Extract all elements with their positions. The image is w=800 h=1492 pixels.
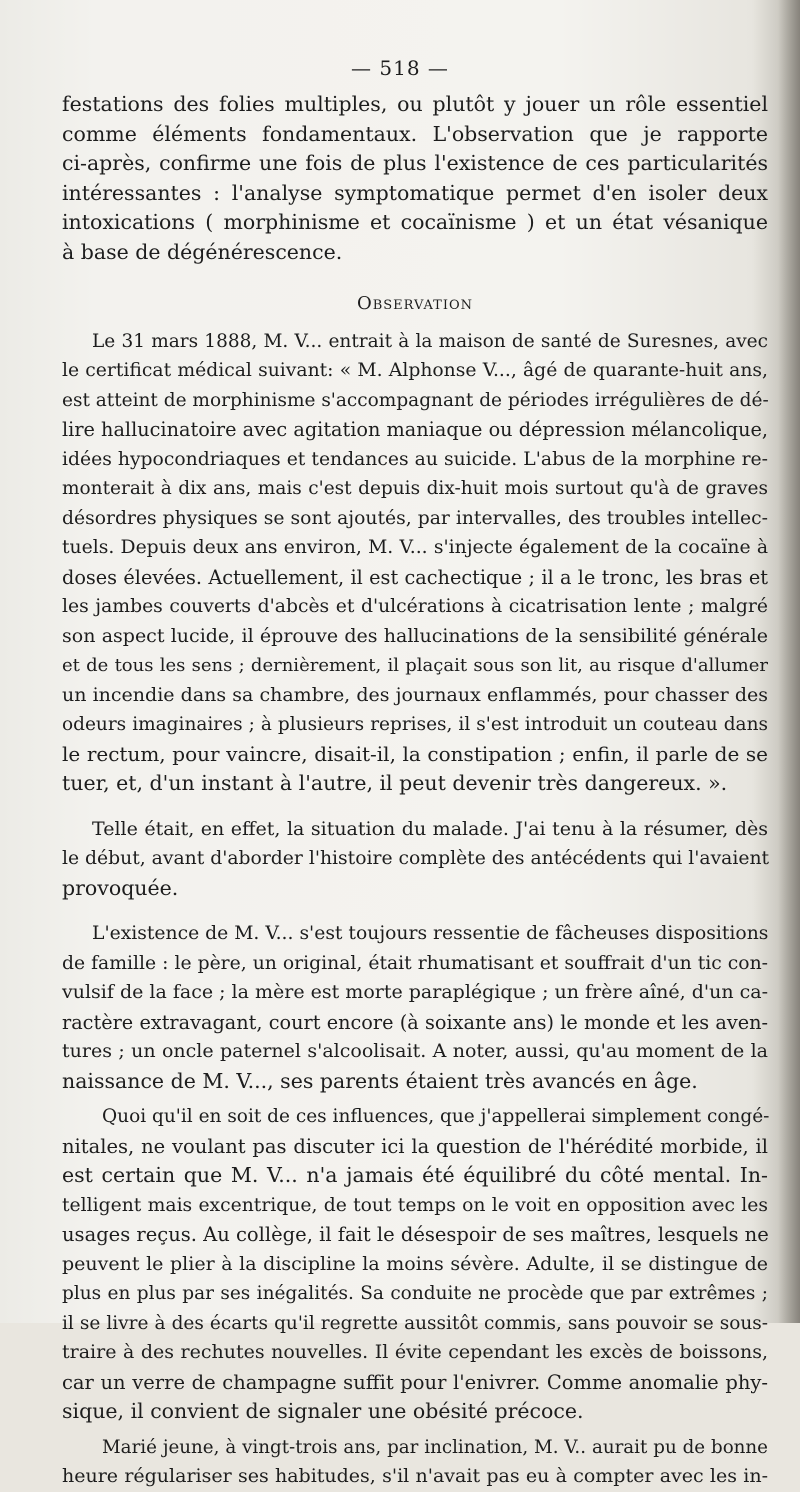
text-line: Marié jeune, à vingt-trois ans, par inclination, M. V.. aurait pu de bonne: [102, 1436, 768, 1458]
text-line: heure régulariser ses habitudes, s'il n'avait pas eu à compter avec les in-: [62, 1465, 768, 1487]
text-line: intéressantes : l'analyse symptomatique permet d'en isoler deux: [62, 180, 768, 205]
text-line: et de tous les sens ; dernièrement, il plaçait sous son lit, au risque d'allumer: [62, 655, 768, 676]
text-line: naissance de M. V..., ses parents étaient très avancés en âge.: [62, 1068, 698, 1093]
text-line: de famille : le père, un original, était rhumatisant et souffrait d'un tic con-: [62, 952, 768, 974]
text-line: Le 31 mars 1888, M. V... entrait à la maison de santé de Suresnes, avec: [92, 330, 768, 352]
text-line: plus en plus par ses inégalités. Sa conduite ne procède que par extrêmes ;: [62, 1283, 768, 1304]
page-body: [62, 90, 768, 1492]
text-line: le début, avant d'aborder l'histoire complète des antécédents qui l'avaient: [62, 848, 770, 869]
text-line: usages reçus. Au collège, il fait le désespoir de ses maîtres, lesquels ne: [62, 1223, 769, 1246]
text-line: provoquée.: [62, 875, 179, 900]
text-line: traire à des rechutes nouvelles. Il évite cependant les excès de boissons,: [62, 1341, 768, 1363]
text-line: festations des folies multiples, ou plutôt y jouer un rôle essentiel: [62, 92, 768, 116]
text-line: il se livre à des écarts qu'il regrette aussitôt commis, sans pouvoir se sous-: [62, 1312, 768, 1334]
text-line: comme éléments fondamentaux. L'observation que je rapporte: [62, 121, 768, 146]
text-line: est certain que M. V... n'a jamais été équilibré du côté mental. In-: [62, 1163, 768, 1187]
text-line: ci-après, confirme une fois de plus l'existence de ces particularités: [62, 151, 768, 175]
text-line: Quoi qu'il en soit de ces influences, que j'appellerai simplement congé-: [102, 1106, 770, 1127]
text-line: telligent mais excentrique, de tout temps on le voit en opposition avec les: [62, 1194, 768, 1216]
text-line: est atteint de morphinisme s'accompagnant de périodes irrégulières de dé-: [62, 389, 769, 411]
situation-paragraph: [62, 815, 768, 904]
text-line: Telle était, en effet, la situation du malade. J'ai tenu à la résumer, dès: [92, 817, 768, 840]
text-line: sique, il convient de signaler une obésité précoce.: [62, 1399, 584, 1423]
text-line: désordres physiques se sont ajoutés, par intervalles, des troubles intellec-: [62, 507, 768, 529]
intro-paragraph: [62, 90, 768, 267]
text-line: le rectum, pour vaincre, disait-il, la constipation ; enfin, il parle de se: [62, 741, 768, 766]
text-line: intoxications ( morphinisme et cocaïnisme ) et un état vésanique: [62, 210, 768, 234]
text-line: tures ; un oncle paternel s'alcoolisait. A noter, aussi, qu'au moment de la: [62, 1040, 768, 1062]
text-line: nitales, ne voulant pas discuter ici la question de l'hérédité morbide, il: [62, 1134, 768, 1158]
text-line: odeurs imaginaires ; à plusieurs reprises, il s'est introduit un couteau dans: [62, 714, 768, 735]
text-line: doses élevées. Actuellement, il est cachectique ; il a le tronc, les bras et: [62, 565, 768, 589]
text-line: L'existence de M. V... s'est toujours ressentie de fâcheuses dispositions: [92, 923, 769, 944]
text-line: car un verre de champagne suffit pour l'enivrer. Comme anomalie phy-: [62, 1370, 768, 1394]
text-line: son aspect lucide, il éprouve des hallucinations de la sensibilité générale: [62, 624, 768, 647]
text-line: lire hallucinatoire avec agitation maniaque ou dépression mélancolique,: [62, 418, 768, 441]
text-line: un incendie dans sa chambre, des journaux enflammés, pour chasser des: [62, 683, 768, 706]
text-line: tuer, et, d'un instant à l'autre, il peut devenir très dangereux. ».: [62, 771, 728, 795]
text-line: ractère extravagant, court encore (à soixante ans) le monde et les aven-: [62, 1010, 768, 1034]
influences-paragraph: [62, 1102, 768, 1427]
text-line: tuels. Depuis deux ans environ, M. V... s'injecte également de la cocaïne à: [62, 537, 768, 558]
text-line: à base de dégénérescence.: [62, 239, 343, 264]
observation-paragraph: [62, 327, 768, 799]
family-paragraph: [62, 919, 768, 1096]
text-line: les jambes couverts d'abcès et d'ulcérations à cicatrisation lente ; malgré: [62, 596, 768, 617]
text-line: idées hypocondriaques et tendances au suicide. L'abus de la morphine re-: [62, 448, 768, 470]
text-line: peuvent le plier à la discipline la moins sévère. Adulte, il se distingue de: [62, 1252, 768, 1275]
text-line: monterait à dix ans, mais c'est depuis dix-huit mois surtout qu'à de graves: [62, 478, 768, 499]
text-line: le certificat médical suivant: « M. Alphonse V..., âgé de quarante-huit ans,: [62, 360, 768, 381]
section-heading: Observation: [356, 293, 474, 314]
page-number: — 518 —: [351, 56, 449, 80]
text-line: vulsif de la face ; la mère est morte paraplégique ; un frère aîné, d'un ca-: [62, 981, 768, 1003]
page-edge-shadow: [778, 0, 800, 1323]
marriage-paragraph: [62, 1433, 768, 1492]
